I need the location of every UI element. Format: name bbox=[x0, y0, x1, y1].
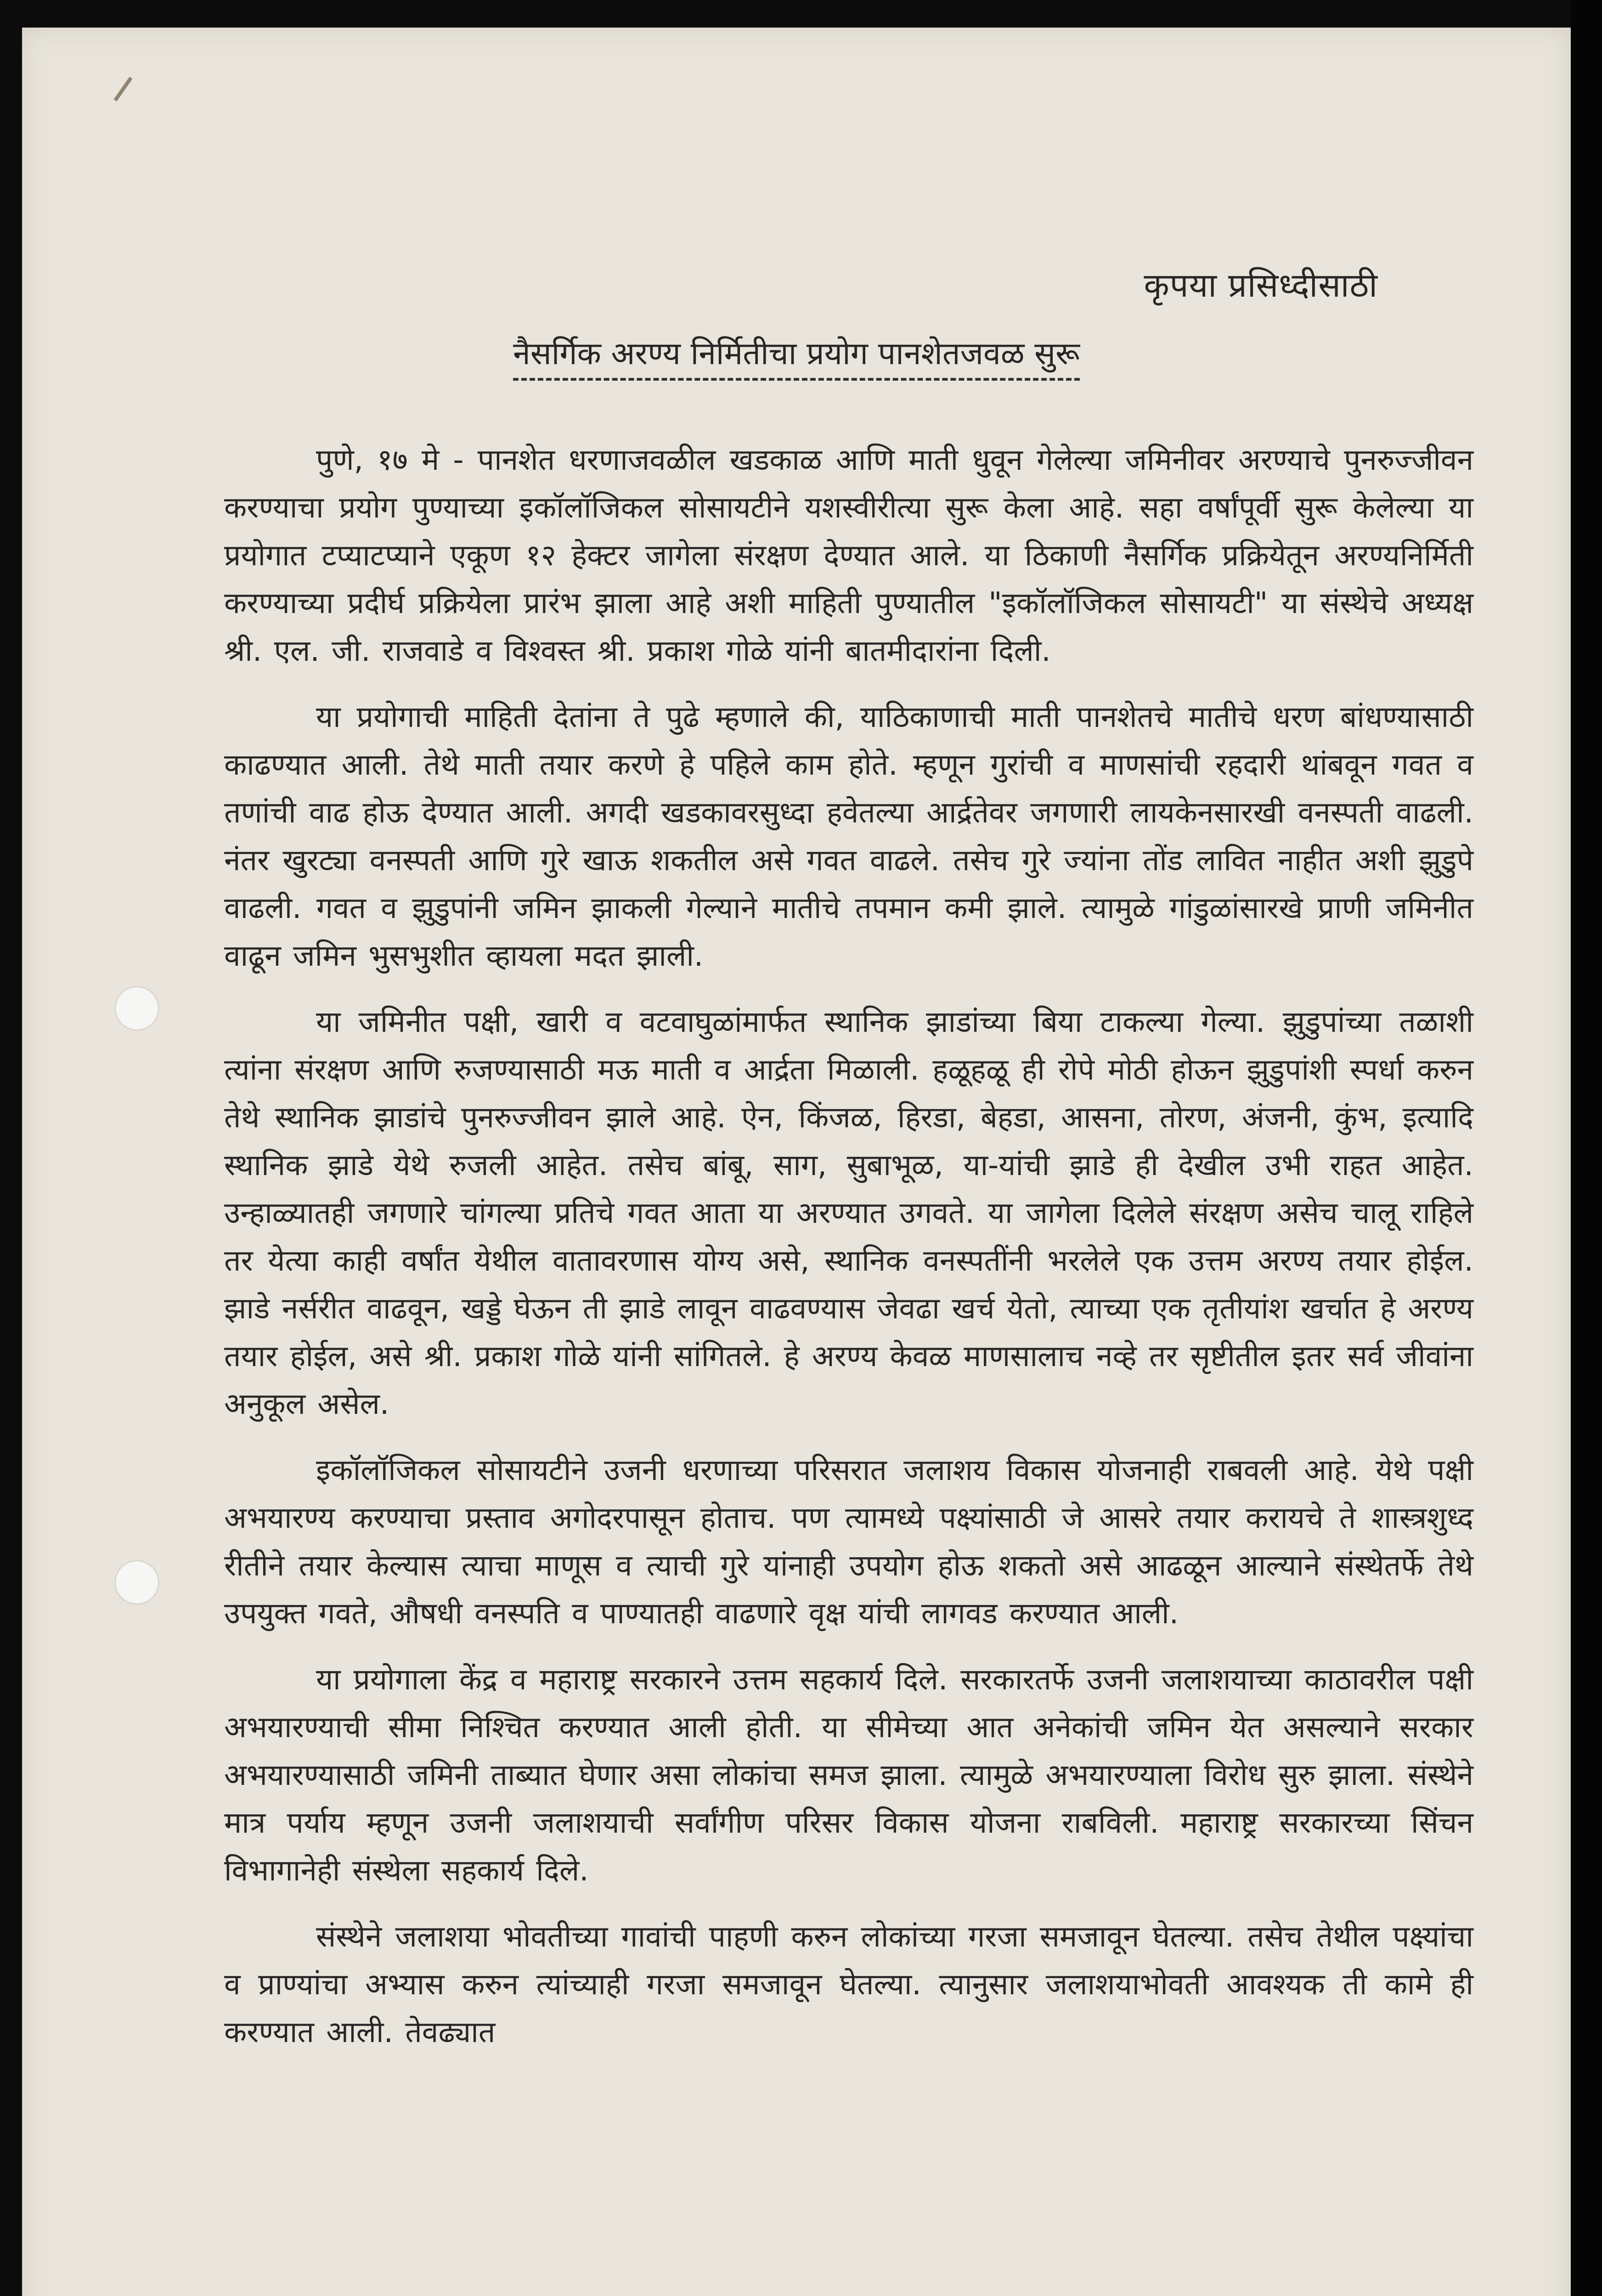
headline: नैसर्गिक अरण्य निर्मितीचा प्रयोग पानशेतजवळ सुरू bbox=[513, 331, 1080, 381]
paragraph-3: या जमिनीत पक्षी, खारी व वटवाघुळांमार्फत स्थानिक झाडांच्या बिया टाकल्या गेल्या. झुडुपांच्या तळाशी त्यांना संरक्षण आणि रुजण्यासाठी मऊ माती व आर्द्रता मिळाली. हळूहळू ही रोपे मोठी होऊन झुडुपांशी स्पर्धा करुन तेथे स्थानिक झाडांचे पुनरुज्जीवन झाले आहे. ऐन, किंजळ, हिरडा, बेहडा, आसना, तोरण, अंजनी, कुंभ, इत्यादि स्थानिक झाडे येथे रुजली आहेत. तसेच बांबू, साग, सुबाभूळ, या-यांची झाडे ही देखील उभी राहत आहेत. उन्हाळ्यातही जगणारे चांगल्या प्रतिचे गवत आता या अरण्यात उगवते. या जागेला दिलेले संरक्षण असेच चालू राहिले तर येत्या काही वर्षांत येथील वातावरणास योग्य असे, स्थानिक वनस्पतींनी भरलेले एक उत्तम अरण्य तयार होईल. झाडे नर्सरीत वाढवून, खड्डे घेऊन ती झाडे लावून वाढवण्यास जेवढा खर्च येतो, त्याच्या एक तृतीयांश खर्चात हे अरण्य तयार होईल, असे श्री. प्रकाश गोळे यांनी सांगितले. हे अरण्य केवळ माणसालाच नव्हे तर सृष्टीतील इतर सर्व जीवांना अनुकूल असेल. bbox=[224, 1005, 1473, 1421]
paragraph-2: या प्रयोगाची माहिती देतांना ते पुढे म्हणाले की, याठिकाणाची माती पानशेतचे मातीचे धरण बांधण्यासाठी काढण्यात आली. तेथे माती तयार करणे हे पहिले काम होते. म्हणून गुरांची व माणसांची रहदारी थांबवून गवत व तणांची वाढ होऊ देण्यात आली. अगदी खडकावरसुध्दा हवेतल्या आर्द्रतेवर जगणारी लायकेनसारखी वनस्पती वाढली. नंतर खुरट्या वनस्पती आणि गुरे खाऊ शकतील असे गवत वाढले. तसेच गुरे ज्यांना तोंड लावित नाहीत अशी झुडुपे वाढली. गवत व झुडुपांनी जमिन झाकली गेल्याने मातीचे तपमान कमी झाले. त्यामुळे गांडुळांसारखे प्राणी जमिनीत वाढून जमिन भुसभुशीत व्हायला मदत झाली. bbox=[224, 700, 1473, 973]
punch-hole bbox=[116, 1561, 158, 1604]
publication-note: कृपया प्रसिध्दीसाठी bbox=[1144, 266, 1378, 304]
paragraph-4: इकॉलॉजिकल सोसायटीने उजनी धरणाच्या परिसरात जलाशय विकास योजनाही राबवली आहे. येथे पक्षी अभयारण्य करण्याचा प्रस्ताव अगोदरपासून होताच. पण त्यामध्ये पक्ष्यांसाठी जे आसरे तयार करायचे ते शास्त्रशुध्द रीतीने तयार केल्यास त्याचा माणूस व त्याची गुरे यांनाही उपयोग होऊ शकतो असे आढळून आल्याने संस्थेतर्फे तेथे उपयुक्त गवते, औषधी वनस्पति व पाण्यातही वाढणारे वृक्ष यांची लागवड करण्यात आली. bbox=[224, 1453, 1473, 1631]
article-body bbox=[224, 436, 1473, 2075]
headline-container bbox=[22, 331, 1571, 381]
paragraph-5: या प्रयोगाला केंद्र व महाराष्ट्र सरकारने उत्तम सहकार्य दिले. सरकारतर्फे उजनी जलाशयाच्या काठावरील पक्षी अभयारण्याची सीमा निश्चित करण्यात आली होती. या सीमेच्या आत अनेकांची जमिन येत असल्याने सरकार अभयारण्यासाठी जमिनी ताब्यात घेणार असा लोकांचा समज झाला. त्यामुळे अभयारण्याला विरोध सुरु झाला. संस्थेने मात्र पर्याय म्हणून उजनी जलाशयाची सर्वांगीण परिसर विकास योजना राबविली. महाराष्ट्र सरकारच्या सिंचन विभागानेही संस्थेला सहकार्य दिले. bbox=[224, 1663, 1473, 1888]
document-page bbox=[22, 28, 1571, 2296]
paragraph-6: संस्थेने जलाशया भोवतीच्या गावांची पाहणी करुन लोकांच्या गरजा समजावून घेतल्या. तसेच तेथील पक्ष्यांचा व प्राण्यांचा अभ्यास करुन त्यांच्याही गरजा समजावून घेतल्या. त्यानुसार जलाशयाभोवती आवश्यक ती कामे ही करण्यात आली. तेवढ्यात bbox=[224, 1920, 1473, 2049]
paragraph-1: पुणे, १७ मे - पानशेत धरणाजवळील खडकाळ आणि माती धुवून गेलेल्या जमिनीवर अरण्याचे पुनरुज्जीवन करण्याचा प्रयोग पुण्याच्या इकॉलॉजिकल सोसायटीने यशस्वीरीत्या सुरू केला आहे. सहा वर्षांपूर्वी सुरू केलेल्या या प्रयोगात टप्याटप्याने एकूण १२ हेक्टर जागेला संरक्षण देण्यात आले. या ठिकाणी नैसर्गिक प्रक्रियेतून अरण्यनिर्मिती करण्याच्या प्रदीर्घ प्रक्रियेला प्रारंभ झाला आहे अशी माहिती पुण्यातील "इकॉलॉजिकल सोसायटी" या संस्थेचे अध्यक्ष श्री. एल. जी. राजवाडे व विश्वस्त श्री. प्रकाश गोळे यांनी बातमीदारांना दिली. bbox=[224, 443, 1473, 668]
punch-hole bbox=[116, 987, 158, 1030]
pencil-mark bbox=[114, 77, 133, 101]
scan-background-edge bbox=[1571, 0, 1602, 2296]
